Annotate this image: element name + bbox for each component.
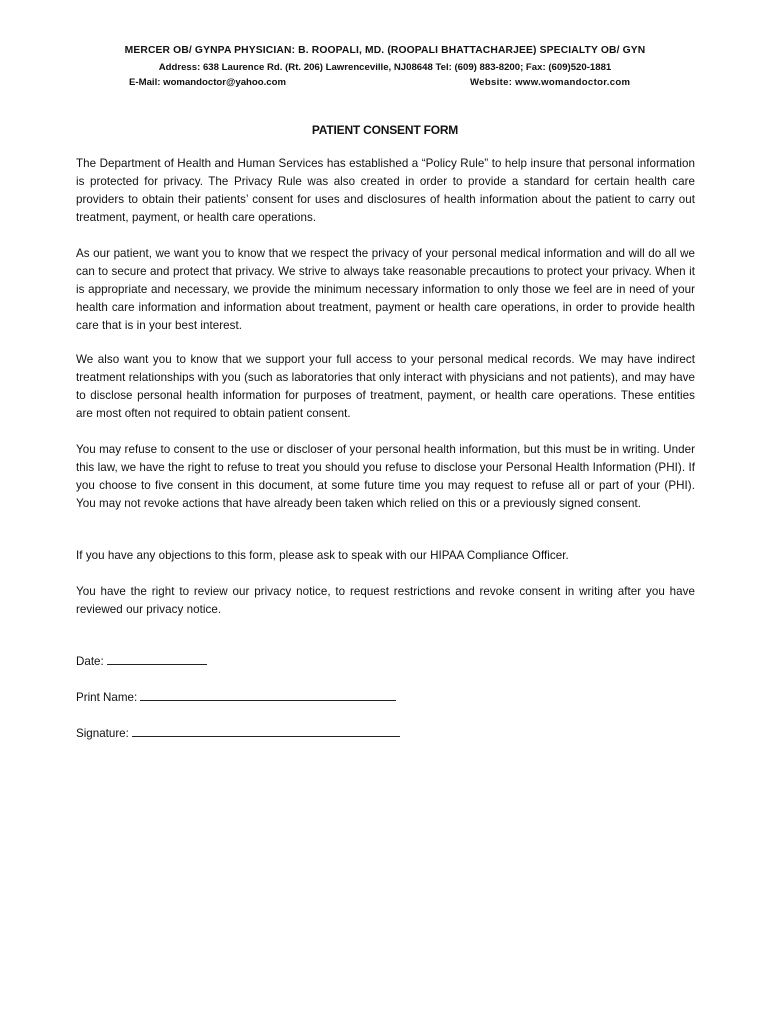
- print-name-field: [76, 687, 396, 707]
- date-input-line[interactable]: [107, 651, 207, 665]
- practice-address: Address: 638 Laurence Rd. (Rt. 206) Lawrenceville, NJ08648 Tel: (609) 883-8200; Fax: (609)520-1881: [158, 62, 612, 73]
- signature-field: [76, 723, 400, 743]
- signature-input-line[interactable]: [132, 723, 400, 737]
- print-name-input-line[interactable]: [140, 687, 396, 701]
- paragraph-privacy-respect: As our patient, we want you to know that we respect the privacy of your personal medical information and will do all we can to secure and protect that privacy. We strive to always take reasonable precautions to protect your privacy. When it is appropriate and necessary, we provide the minimum necessary information to only those we feel are in need of your health care information and information about treatment, payment or health care operations, in order to provide health care that is in your best interest.: [76, 247, 695, 332]
- email-text: E-Mail: womandoctor@yahoo.com: [129, 77, 287, 88]
- print-name-label: Print Name:: [76, 691, 138, 704]
- paragraph-records-access: We also want you to know that we support your full access to your personal medical records. We may have indirect treatment relationships with you (such as laboratories that only interact with physicians and not patients), and may have to disclose personal health information for purposes of treatment, payment, or health care operations. These entities are most often not required to obtain patient consent.: [76, 353, 695, 420]
- date-label: Date:: [76, 655, 104, 668]
- practice-header: MERCER OB/ GYNPA PHYSICIAN: B. ROOPALI, MD. (ROOPALI BHATTACHARJEE) SPECIALTY OB/ GYN: [124, 45, 646, 56]
- page-title: PATIENT CONSENT FORM: [311, 123, 459, 137]
- website-text: Website: www.womandoctor.com: [470, 77, 631, 88]
- paragraph-refuse-consent: You may refuse to consent to the use or discloser of your personal health information, but this must be in writing. Under this law, we have the right to refuse to treat you should you refuse to disclose your Personal Health Information (PHI). If you choose to five consent in this document, at some future time you may request to refuse all or part of your (PHI). You may not revoke actions that have already been taken which relied on this or a previously signed consent.: [76, 443, 695, 510]
- signature-label: Signature:: [76, 727, 129, 740]
- paragraph-objections: If you have any objections to this form, please ask to speak with our HIPAA Compliance Officer.: [76, 549, 569, 562]
- paragraph-policy-rule: The Department of Health and Human Services has established a “Policy Rule” to help insure that personal information is protected for privacy. The Privacy Rule was also created in order to provide a standard for certain health care providers to obtain their patients’ consent for uses and disclosures of health information about the patient to carry out treatment, payment, or health care operations.: [76, 157, 695, 224]
- paragraph-rights: You have the right to review our privacy notice, to request restrictions and revoke consent in writing after you have reviewed our privacy notice.: [76, 585, 695, 616]
- date-field: [76, 651, 207, 671]
